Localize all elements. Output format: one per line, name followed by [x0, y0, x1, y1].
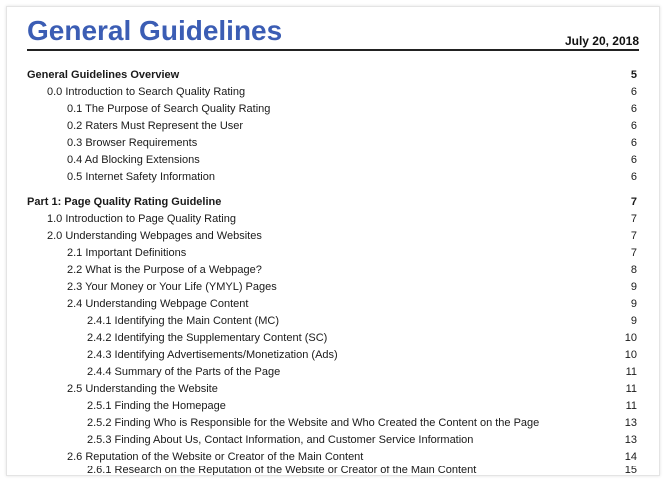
toc-entry[interactable]: [27, 279, 637, 296]
toc-entry[interactable]: [27, 118, 637, 135]
toc-entry[interactable]: [27, 313, 637, 330]
toc-section-heading[interactable]: [27, 67, 637, 84]
toc-entry[interactable]: [27, 84, 637, 101]
toc-entry[interactable]: [27, 245, 637, 262]
toc-entry[interactable]: [27, 449, 637, 466]
toc-entry-title: 2.6 Reputation of the Website or Creator of the Main Content: [67, 451, 364, 463]
toc-entry-title: 2.5.3 Finding About Us, Contact Information, and Customer Service Information: [87, 434, 474, 446]
toc-entry-title: 0.3 Browser Requirements: [67, 137, 198, 149]
toc-page-number: 7: [630, 230, 637, 242]
toc-entry[interactable]: [27, 262, 637, 279]
toc-entry-title: 2.5 Understanding the Website: [67, 383, 218, 395]
document-title: General Guidelines: [27, 15, 283, 46]
toc-page-number: 14: [624, 451, 637, 463]
toc-entry[interactable]: [27, 364, 637, 381]
toc-entry[interactable]: [27, 228, 637, 245]
toc-page-number: 7: [630, 247, 637, 259]
toc-page-number: 13: [624, 434, 637, 446]
toc-entry-title: Part 1: Page Quality Rating Guideline: [27, 196, 222, 208]
toc-entry[interactable]: [27, 152, 637, 169]
toc-entry-title: 2.0 Understanding Webpages and Websites: [47, 230, 262, 242]
toc-entry[interactable]: [27, 135, 637, 152]
toc-page-number: 6: [630, 171, 637, 183]
toc-entry-title: General Guidelines Overview: [27, 69, 180, 81]
toc-page-number: 15: [624, 466, 637, 475]
toc-page-number: 10: [624, 332, 637, 344]
toc-entry-title: 2.5.1 Finding the Homepage: [87, 400, 226, 412]
toc-entry[interactable]: [27, 347, 637, 364]
toc-page-number: 8: [630, 264, 637, 276]
toc-page-number: 11: [625, 366, 637, 378]
toc-entry-title: 2.4.4 Summary of the Parts of the Page: [87, 366, 281, 378]
toc-page-number: 7: [630, 196, 637, 208]
toc-entry-title: 0.0 Introduction to Search Quality Rating: [47, 86, 246, 98]
toc-entry[interactable]: [27, 415, 637, 432]
toc-page-number: 11: [625, 400, 637, 412]
toc-page-number: 6: [630, 137, 637, 149]
toc-page-number: 7: [630, 213, 637, 225]
toc-entry[interactable]: [27, 101, 637, 118]
document-page: [6, 6, 660, 476]
toc-page-number: 10: [624, 349, 637, 361]
toc-entry-title: 2.5.2 Finding Who is Responsible for the Website and Who Created the Content on the Page: [87, 417, 540, 429]
toc-page-number: 6: [630, 103, 637, 115]
document-date: July 20, 2018: [564, 34, 639, 48]
toc-entry-title: 2.4 Understanding Webpage Content: [67, 298, 249, 310]
toc-page-number: 9: [630, 281, 637, 293]
toc-page-number: 9: [630, 315, 637, 327]
toc-entry[interactable]: [27, 466, 637, 475]
toc-entry-title: 1.0 Introduction to Page Quality Rating: [47, 213, 236, 225]
toc-entry[interactable]: [27, 330, 637, 347]
toc-entry[interactable]: [27, 381, 637, 398]
toc-entry[interactable]: [27, 169, 637, 186]
header-divider: [27, 49, 639, 51]
toc-page-number: 13: [624, 417, 637, 429]
toc-entry[interactable]: [27, 211, 637, 228]
toc-page-number: 11: [625, 383, 637, 395]
toc-entry-title: 2.1 Important Definitions: [67, 247, 187, 259]
table-of-contents: [27, 67, 637, 475]
toc-entry-title: 2.4.1 Identifying the Main Content (MC): [87, 315, 279, 327]
toc-entry[interactable]: [27, 296, 637, 313]
toc-entry[interactable]: [27, 432, 637, 449]
toc-entry-title: 2.3 Your Money or Your Life (YMYL) Pages: [67, 281, 277, 293]
toc-page-number: 6: [630, 154, 637, 166]
toc-page-number: 6: [630, 86, 637, 98]
toc-page-number: 5: [630, 69, 637, 81]
toc-entry[interactable]: [27, 398, 637, 415]
toc-entry-title: 0.5 Internet Safety Information: [67, 171, 215, 183]
toc-entry-title: 2.2 What is the Purpose of a Webpage?: [67, 264, 262, 276]
toc-entry-title: 0.4 Ad Blocking Extensions: [67, 154, 200, 166]
toc-page-number: 6: [630, 120, 637, 132]
toc-entry-title: 0.1 The Purpose of Search Quality Rating: [67, 103, 271, 115]
toc-entry-title: 2.6.1 Research on the Reputation of the Website or Creator of the Main Content: [87, 466, 477, 475]
toc-entry-title: 2.4.2 Identifying the Supplementary Content (SC): [87, 332, 328, 344]
toc-page-number: 9: [630, 298, 637, 310]
toc-entry-title: 0.2 Raters Must Represent the User: [67, 120, 244, 132]
toc-entry-title: 2.4.3 Identifying Advertisements/Monetization (Ads): [87, 349, 338, 361]
toc-section-heading[interactable]: [27, 194, 637, 211]
